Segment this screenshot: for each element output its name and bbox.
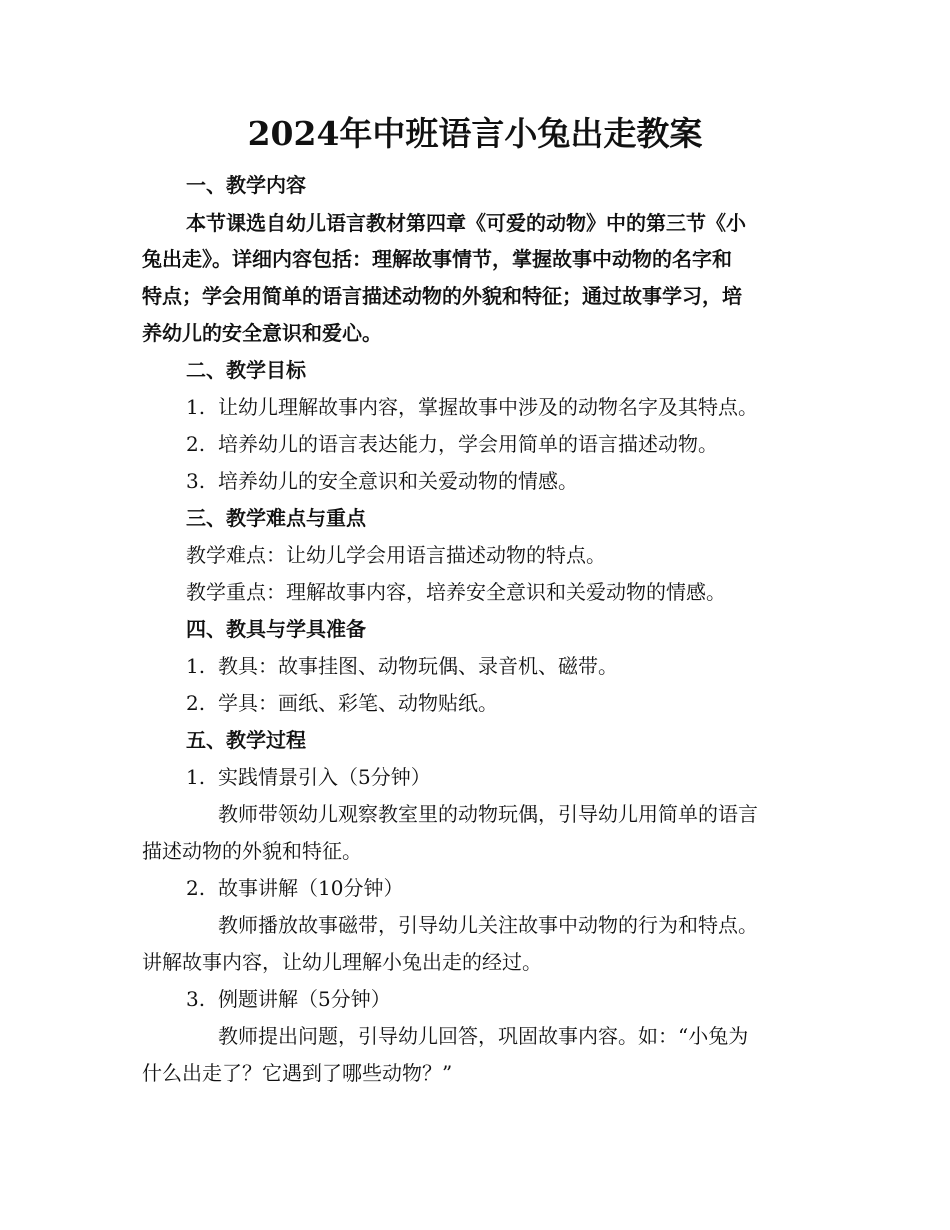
paragraph-line: 描述动物的外貌和特征。 xyxy=(142,839,362,863)
section-heading-process: 五、教学过程 xyxy=(186,728,306,752)
document-title: 2024年中班语言小兔出走教案 xyxy=(247,114,703,153)
list-item xyxy=(186,690,498,716)
list-number: 1. xyxy=(186,654,206,678)
list-number: 2. xyxy=(186,432,206,456)
step-title xyxy=(186,875,403,901)
list-text: 培养幼儿的语言表达能力，学会用简单的语言描述动物。 xyxy=(218,432,718,456)
key-point-text: 教学重点：理解故事内容，培养安全意识和关爱动物的情感。 xyxy=(186,580,726,604)
step-title-text: 故事讲解（10分钟） xyxy=(218,876,404,900)
step-title-text: 实践情景引入（5分钟） xyxy=(218,765,431,789)
step-number: 3. xyxy=(186,987,206,1011)
list-item xyxy=(186,653,618,679)
list-text: 让幼儿理解故事内容，掌握故事中涉及的动物名字及其特点。 xyxy=(218,395,758,419)
list-number: 2. xyxy=(186,691,206,715)
paragraph-line: 讲解故事内容，让幼儿理解小兔出走的经过。 xyxy=(142,950,542,974)
paragraph-line: 教师带领幼儿观察教室里的动物玩偶，引导幼儿用简单的语言 xyxy=(218,802,758,826)
section-heading-materials: 四、教具与学具准备 xyxy=(186,617,366,641)
step-title xyxy=(186,986,391,1012)
step-title-text: 例题讲解（5分钟） xyxy=(218,987,391,1011)
difficulty-text: 教学难点：让幼儿学会用语言描述动物的特点。 xyxy=(186,543,606,567)
section-heading-difficulty: 三、教学难点与重点 xyxy=(186,506,366,530)
paragraph-line: 兔出走》。详细内容包括：理解故事情节，掌握故事中动物的名字和 xyxy=(142,247,732,271)
paragraph-line: 教师播放故事磁带，引导幼儿关注故事中动物的行为和特点。 xyxy=(218,913,758,937)
list-number: 3. xyxy=(186,469,206,493)
list-item xyxy=(186,394,758,420)
list-number: 1. xyxy=(186,395,206,419)
paragraph-line: 什么出走了？它遇到了哪些动物？” xyxy=(142,1061,453,1085)
step-title xyxy=(186,764,431,790)
list-item xyxy=(186,431,718,457)
list-text: 培养幼儿的安全意识和关爱动物的情感。 xyxy=(218,469,578,493)
step-number: 2. xyxy=(186,876,206,900)
section-heading-objectives: 二、教学目标 xyxy=(186,358,306,382)
step-number: 1. xyxy=(186,765,206,789)
paragraph-line: 教师提出问题，引导幼儿回答，巩固故事内容。如：“小兔为 xyxy=(218,1024,749,1048)
section-heading-content: 一、教学内容 xyxy=(186,173,306,197)
list-item xyxy=(186,468,578,494)
paragraph-line: 养幼儿的安全意识和爱心。 xyxy=(142,321,382,345)
list-text: 学具：画纸、彩笔、动物贴纸。 xyxy=(218,691,498,715)
list-text: 教具：故事挂图、动物玩偶、录音机、磁带。 xyxy=(218,654,618,678)
paragraph-line: 本节课选自幼儿语言教材第四章《可爱的动物》中的第三节《小 xyxy=(186,211,746,235)
paragraph-line: 特点；学会用简单的语言描述动物的外貌和特征；通过故事学习，培 xyxy=(142,284,742,308)
